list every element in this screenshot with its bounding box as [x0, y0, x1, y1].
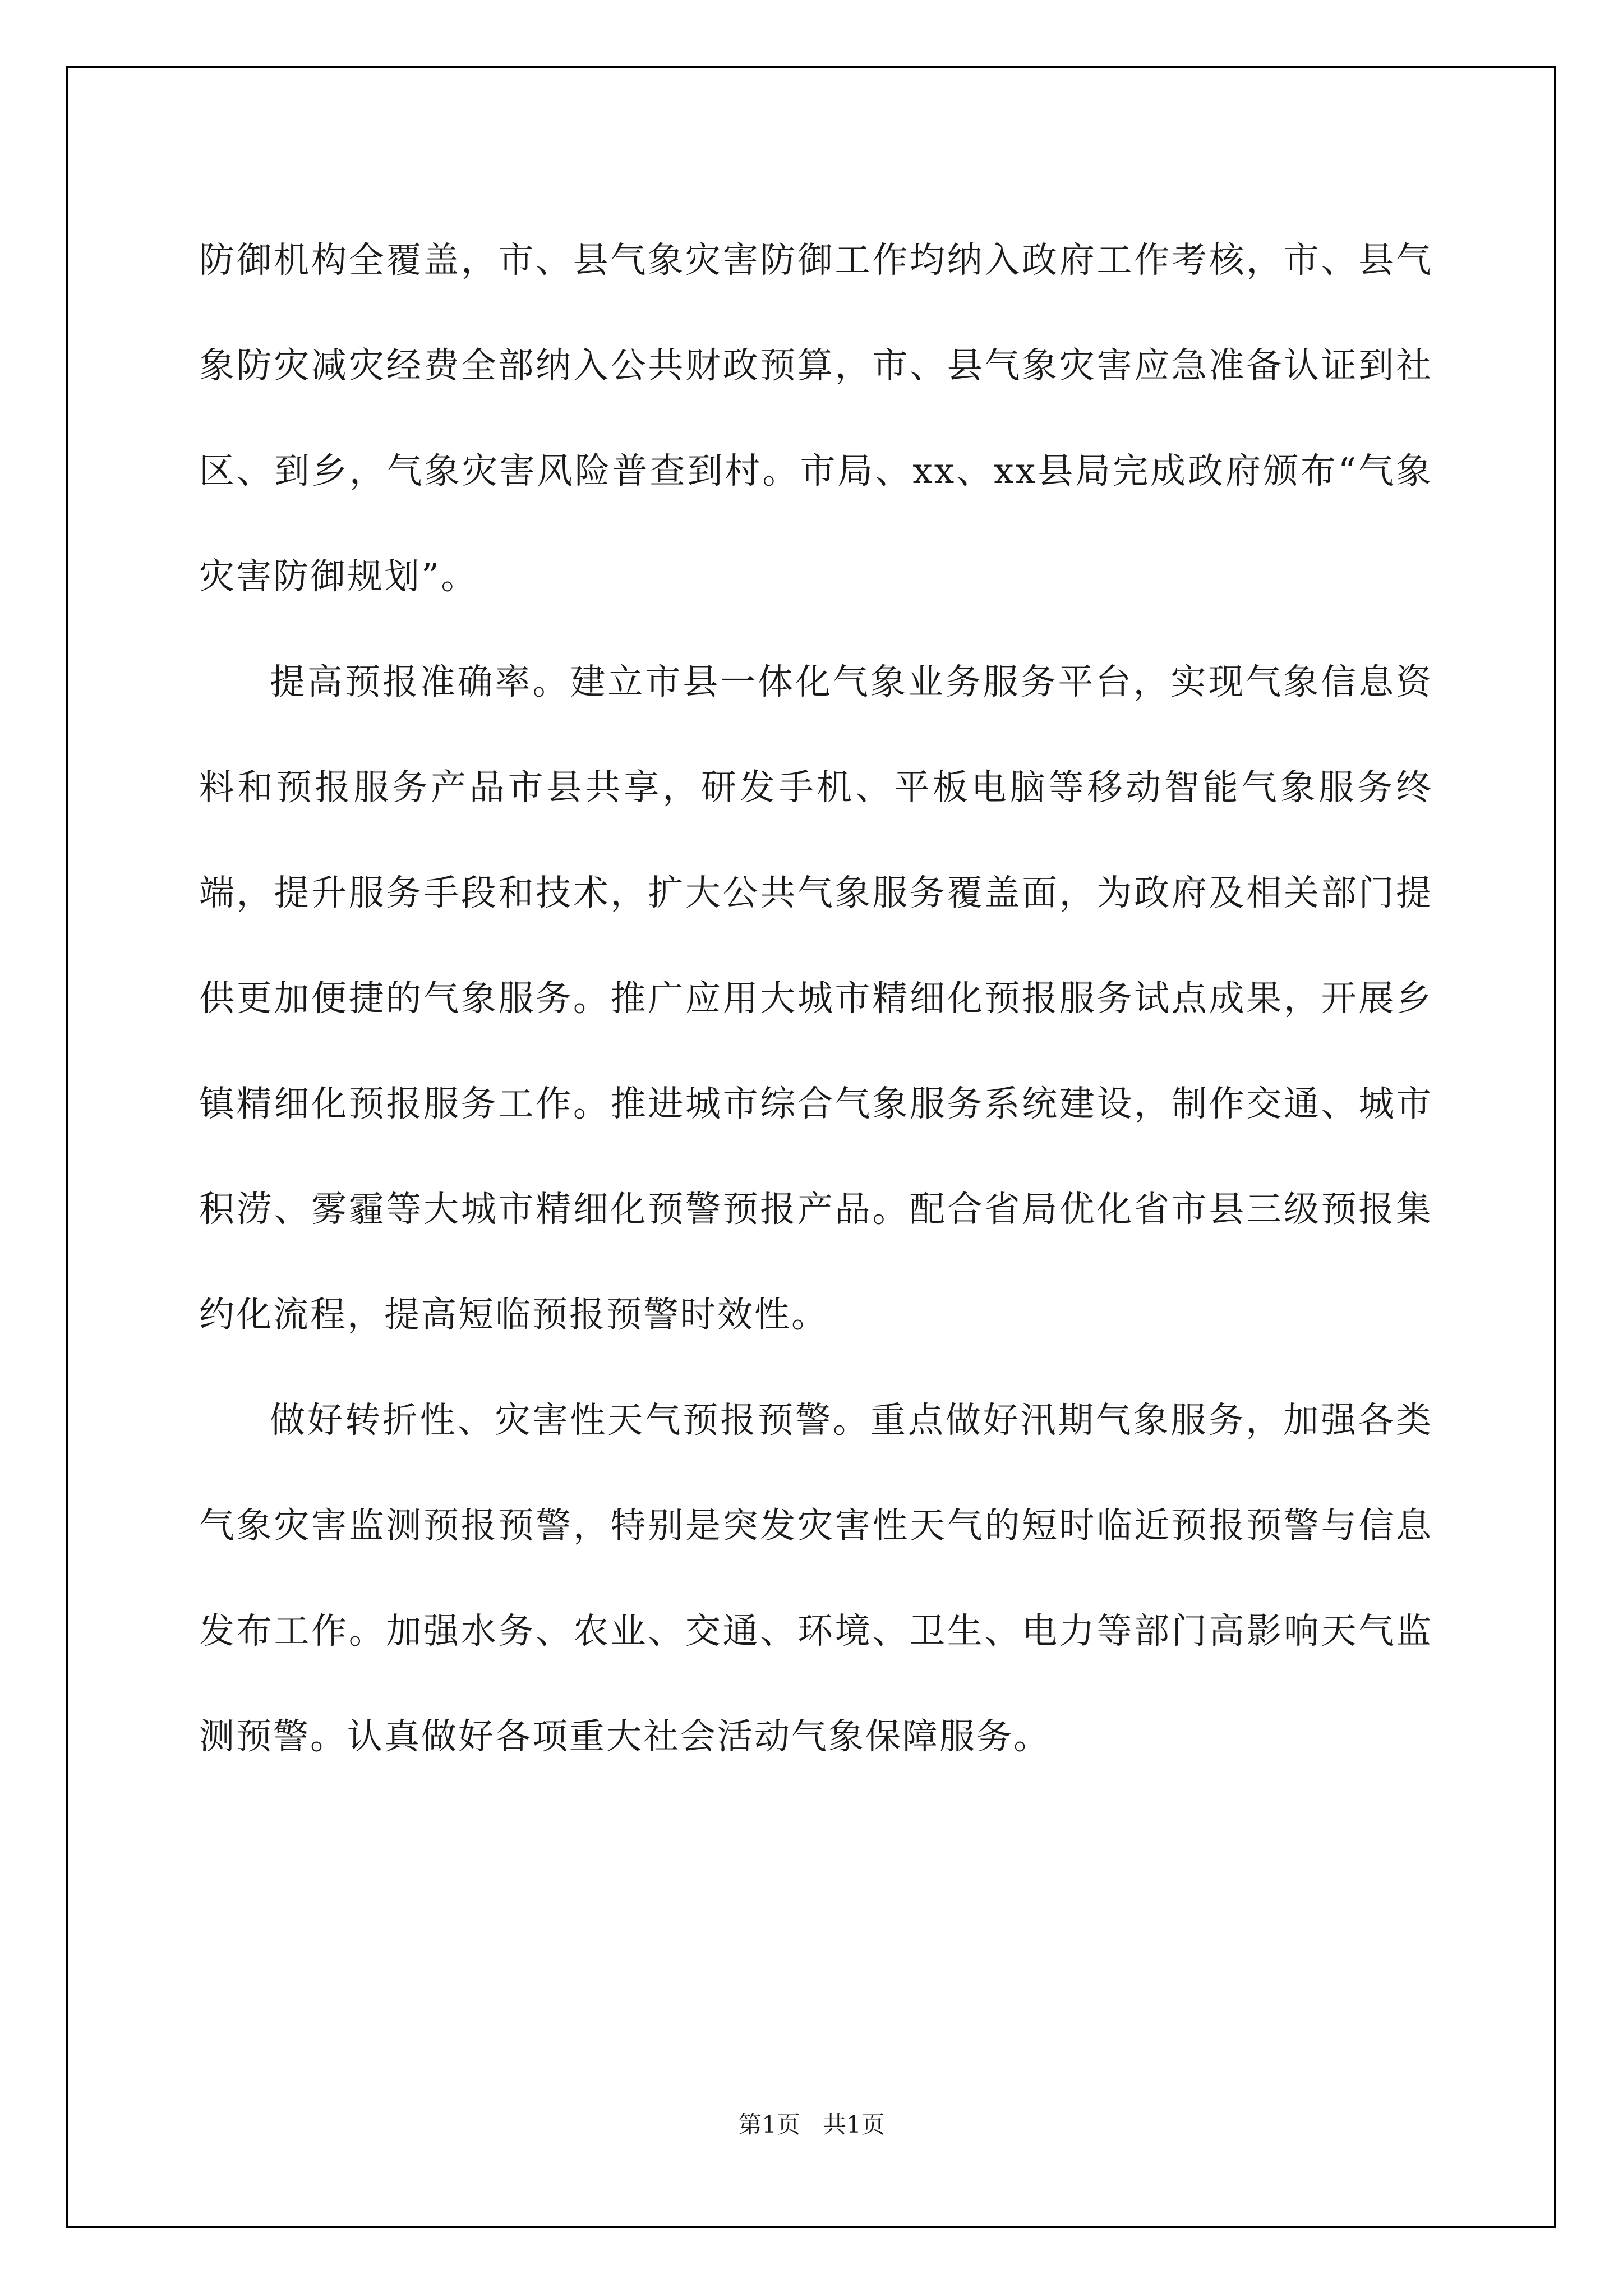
paragraph-forecast-accuracy: 提高预报准确率。建立市县一体化气象业务服务平台，实现气象信息资料和预报服务产品市县共享，研发手机、平板电脑等移动智能气象服务终端，提升服务手段和技术，扩大公共气象服务覆盖面，为政府及相关部门提供更加便捷的气象服务。推广应用大城市精细化预报服务试点成果，开展乡镇精细化预报服务工作。推进城市综合气象服务系统建设，制作交通、城市积涝、雾霾等大城市精细化预警预报产品。配合省局优化省市县三级预报集约化流程，提高短临预报预警时效性。 [199, 661, 1433, 1335]
paragraph-severe-weather-warning: 做好转折性、灾害性天气预报预警。重点做好汛期气象服务，加强各类气象灾害监测预报预警，特别是突发灾害性天气的短时临近预报预警与信息发布工作。加强水务、农业、交通、环境、卫生、电力等部门高影响天气监测预警。认真做好各项重大社会活动气象保障服务。 [199, 1400, 1433, 1757]
paragraph-continuation: 防御机构全覆盖，市、县气象灾害防御工作均纳入政府工作考核，市、县气象防灾减灾经费全部纳入公共财政预算，市、县气象灾害应急准备认证到社区、到乡，气象灾害风险普查到村。市局、xx、xx县局完成政府颁布“气象灾害防御规划”。 [199, 240, 1433, 597]
page-footer: 第1页 共1页 [738, 2111, 885, 2138]
document-body [199, 208, 1433, 1789]
